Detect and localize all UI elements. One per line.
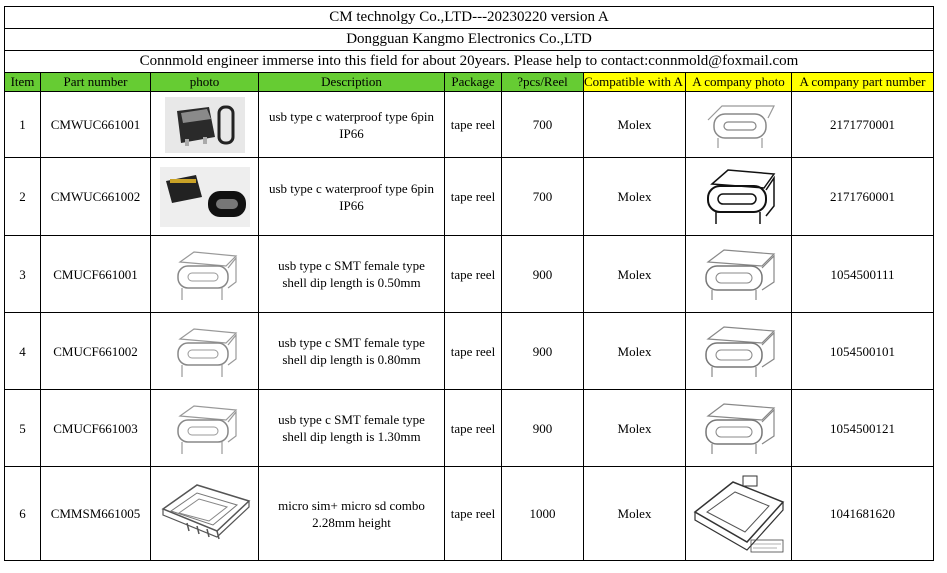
sheet-title: CM technolgy Co.,LTD---20230220 version A bbox=[5, 7, 934, 29]
part-number-cell: CMWUC661002 bbox=[41, 158, 151, 236]
table-row[interactable] bbox=[5, 313, 934, 390]
compatible-cell: Molex bbox=[584, 467, 686, 561]
usb-c-female-drawing-icon bbox=[164, 244, 246, 304]
sim-sd-combo-drawing-icon bbox=[689, 472, 789, 556]
description-cell: micro sim+ micro sd combo 2.28mm height bbox=[259, 467, 445, 561]
package-cell: tape reel bbox=[445, 467, 502, 561]
item-cell: 6 bbox=[5, 467, 41, 561]
product-table bbox=[4, 6, 934, 561]
usb-c-connector-drawing-icon bbox=[696, 244, 782, 304]
item-cell: 2 bbox=[5, 158, 41, 236]
package-cell: tape reel bbox=[445, 313, 502, 390]
package-cell: tape reel bbox=[445, 92, 502, 158]
col-a-part-number: A company part number bbox=[792, 73, 934, 92]
part-number-cell: CMMSM661005 bbox=[41, 467, 151, 561]
waterproof-usb-c-photo-icon bbox=[160, 167, 250, 227]
col-item: Item bbox=[5, 73, 41, 92]
usb-c-female-drawing-icon bbox=[164, 398, 246, 458]
table-row[interactable] bbox=[5, 92, 934, 158]
part-number-cell: CMWUC661001 bbox=[41, 92, 151, 158]
a-part-number-cell: 1054500121 bbox=[792, 390, 934, 467]
col-a-photo: A company photo bbox=[686, 73, 792, 92]
waterproof-usb-c-photo-icon bbox=[165, 97, 245, 153]
item-cell: 1 bbox=[5, 92, 41, 158]
col-package: Package bbox=[445, 73, 502, 92]
usb-c-connector-drawing-icon bbox=[696, 321, 782, 381]
spreadsheet bbox=[4, 6, 933, 561]
col-pcs-reel: ?pcs/Reel bbox=[502, 73, 584, 92]
table-row[interactable] bbox=[5, 467, 934, 561]
header-row bbox=[5, 73, 934, 92]
a-part-number-cell: 1041681620 bbox=[792, 467, 934, 561]
col-compatible: Compatible with A bbox=[584, 73, 686, 92]
package-cell: tape reel bbox=[445, 390, 502, 467]
sim-sd-combo-drawing-icon bbox=[157, 479, 253, 549]
qty-cell: 1000 bbox=[502, 467, 584, 561]
description-cell: usb type c SMT female type shell dip length is 1.30mm bbox=[259, 390, 445, 467]
description-cell: usb type c waterproof type 6pin IP66 bbox=[259, 92, 445, 158]
item-cell: 5 bbox=[5, 390, 41, 467]
description-cell: usb type c SMT female type shell dip length is 0.50mm bbox=[259, 236, 445, 313]
package-cell: tape reel bbox=[445, 236, 502, 313]
table-row[interactable] bbox=[5, 390, 934, 467]
col-photo: photo bbox=[151, 73, 259, 92]
part-number-cell: CMUCF661001 bbox=[41, 236, 151, 313]
package-cell: tape reel bbox=[445, 158, 502, 236]
qty-cell: 900 bbox=[502, 236, 584, 313]
table-row[interactable] bbox=[5, 158, 934, 236]
company-name: Dongguan Kangmo Electronics Co.,LTD bbox=[5, 29, 934, 51]
contact-notice: Connmold engineer immerse into this field for about 20years. Please help to contact:connmold@foxmail.com bbox=[5, 51, 934, 73]
compatible-cell: Molex bbox=[584, 313, 686, 390]
description-cell: usb type c SMT female type shell dip length is 0.80mm bbox=[259, 313, 445, 390]
a-part-number-cell: 2171770001 bbox=[792, 92, 934, 158]
col-part-number: Part number bbox=[41, 73, 151, 92]
usb-c-connector-drawing-icon bbox=[698, 164, 780, 230]
qty-cell: 900 bbox=[502, 313, 584, 390]
compatible-cell: Molex bbox=[584, 158, 686, 236]
part-number-cell: CMUCF661003 bbox=[41, 390, 151, 467]
qty-cell: 700 bbox=[502, 92, 584, 158]
item-cell: 4 bbox=[5, 313, 41, 390]
a-part-number-cell: 1054500101 bbox=[792, 313, 934, 390]
compatible-cell: Molex bbox=[584, 390, 686, 467]
item-cell: 3 bbox=[5, 236, 41, 313]
col-description: Description bbox=[259, 73, 445, 92]
description-cell: usb type c waterproof type 6pin IP66 bbox=[259, 158, 445, 236]
qty-cell: 700 bbox=[502, 158, 584, 236]
compatible-cell: Molex bbox=[584, 92, 686, 158]
qty-cell: 900 bbox=[502, 390, 584, 467]
table-row[interactable] bbox=[5, 236, 934, 313]
usb-c-connector-drawing-icon bbox=[698, 98, 780, 152]
usb-c-connector-drawing-icon bbox=[696, 398, 782, 458]
compatible-cell: Molex bbox=[584, 236, 686, 313]
a-part-number-cell: 1054500111 bbox=[792, 236, 934, 313]
part-number-cell: CMUCF661002 bbox=[41, 313, 151, 390]
a-part-number-cell: 2171760001 bbox=[792, 158, 934, 236]
usb-c-female-drawing-icon bbox=[164, 321, 246, 381]
